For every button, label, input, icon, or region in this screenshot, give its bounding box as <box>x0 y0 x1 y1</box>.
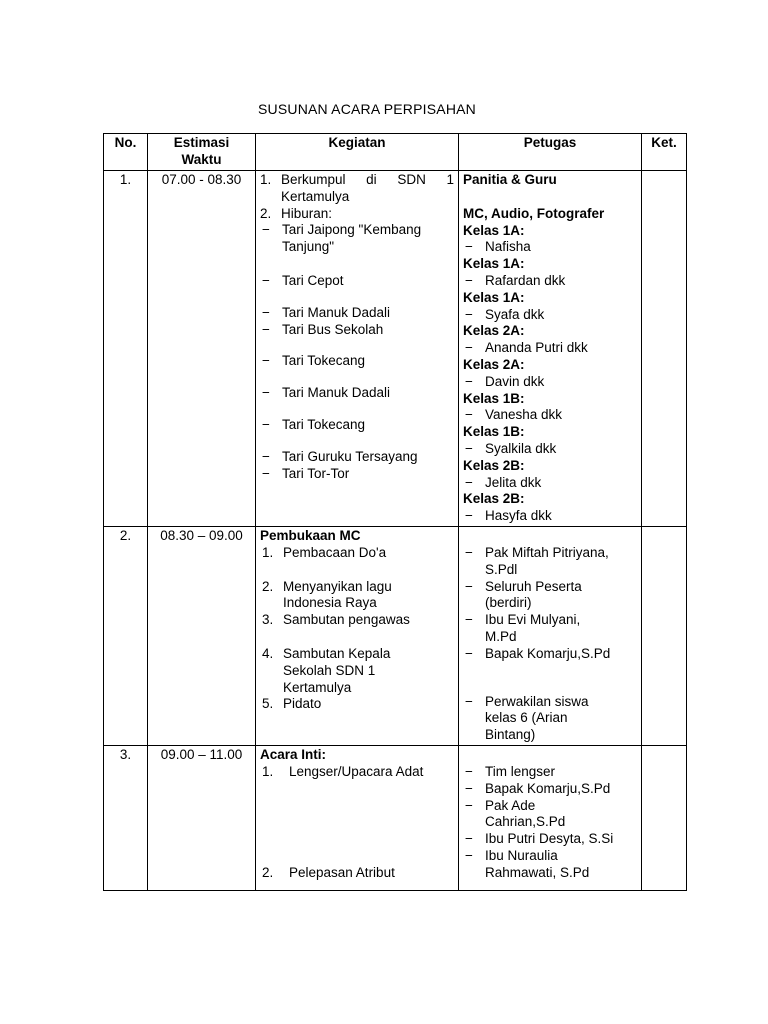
list-item: 1. Lengser/Upacara Adat <box>262 763 424 779</box>
list-item-cont: kelas 6 (Arian <box>485 710 568 726</box>
petugas-heading: MC, Audio, Fotografer <box>463 205 605 221</box>
petugas-heading: Panitia & Guru <box>463 172 557 187</box>
list-item-cont: Tanjung" <box>282 239 335 255</box>
kelas-label: Kelas 1A: <box>463 222 525 238</box>
list-item-cont: S.Pdl <box>485 561 518 577</box>
list-item: − Tari Jaipong "Kembang <box>262 222 422 238</box>
list-item: − Davin dkk <box>465 373 545 389</box>
header-waktu: Estimasi Waktu <box>148 134 256 171</box>
list-item: − Ibu Evi Mulyani, <box>465 612 581 628</box>
list-item: − Tari Bus Sekolah <box>262 321 384 337</box>
kelas-label: Kelas 1A: <box>463 256 525 272</box>
row-number: 1. <box>104 171 148 527</box>
list-item: 4. Sambutan Kepala <box>262 645 391 661</box>
kegiatan-cell <box>256 745 459 890</box>
list-item: − Perwakilan siswa <box>465 693 589 709</box>
list-item-cont: (berdiri) <box>485 595 532 611</box>
kelas-label: Kelas 2A: <box>463 323 525 339</box>
list-item: − Tari Cepot <box>262 272 344 288</box>
list-item: − Ananda Putri dkk <box>465 340 588 356</box>
list-item: − Tari Tokecang <box>262 353 366 369</box>
page-title: SUSUNAN ACARA PERPISAHAN <box>258 101 476 117</box>
list-item: − Hasyfa dkk <box>465 508 552 524</box>
kelas-label: Kelas 2B: <box>463 491 525 507</box>
list-item: − Tari Manuk Dadali <box>262 385 391 401</box>
kelas-label: Kelas 2B: <box>463 457 525 473</box>
list-item: 3. Sambutan pengawas <box>262 612 410 628</box>
ket-cell <box>642 171 687 527</box>
kegiatan-cell <box>256 526 459 745</box>
list-item: − Rafardan dkk <box>465 272 566 288</box>
header-no: No. <box>104 134 148 171</box>
petugas-cell <box>459 745 642 890</box>
list-item: − Jelita dkk <box>465 474 542 490</box>
list-item-cont: Rahmawati, S.Pd <box>485 864 590 880</box>
list-item: − Ibu Putri Desyta, S.Si <box>465 831 614 847</box>
header-kegiatan: Kegiatan <box>256 134 459 171</box>
list-item: 5. Pidato <box>262 696 322 712</box>
list-item: − Vanesha dkk <box>465 407 563 423</box>
kegiatan-cell <box>256 171 459 527</box>
list-item: − Tari Tor-Tor <box>262 465 350 481</box>
list-item: − Ibu Nuraulia <box>465 847 558 863</box>
list-item-cont: Sekolah SDN 1 <box>283 662 376 678</box>
list-item: 1. Pembacaan Do'a <box>262 544 387 560</box>
table-header-row <box>104 134 687 171</box>
list-item: 1. Berkumpul di SDN 1 <box>260 172 454 187</box>
petugas-cell <box>459 526 642 745</box>
row-number: 3. <box>104 745 148 890</box>
table-row <box>104 526 687 745</box>
ket-cell <box>642 526 687 745</box>
list-item: − Tari Manuk Dadali <box>262 304 391 320</box>
ket-cell <box>642 745 687 890</box>
schedule-table <box>103 133 687 891</box>
list-item-cont: Bintang) <box>485 727 536 743</box>
section-heading: Pembukaan MC <box>260 527 361 543</box>
list-item: − Tari Guruku Tersayang <box>262 448 418 464</box>
row-time: 07.00 - 08.30 <box>148 171 256 527</box>
list-item: − Bapak Komarju,S.Pd <box>465 780 611 796</box>
list-item: − Tim lengser <box>465 763 556 779</box>
section-heading: Acara Inti: <box>260 746 327 762</box>
header-petugas: Petugas <box>459 134 642 171</box>
list-item-cont: Indonesia Raya <box>283 595 377 611</box>
list-item-cont: Kertamulya <box>281 188 350 204</box>
petugas-cell <box>459 171 642 527</box>
header-ket: Ket. <box>642 134 687 171</box>
row-time: 08.30 – 09.00 <box>148 526 256 745</box>
kelas-label: Kelas 1B: <box>463 390 525 406</box>
list-item-cont: Kertamulya <box>283 679 352 695</box>
list-item: 2. Hiburan: <box>260 205 333 221</box>
row-time: 09.00 – 11.00 <box>148 745 256 890</box>
kelas-label: Kelas 2A: <box>463 356 525 372</box>
list-item: − Seluruh Peserta <box>465 578 582 594</box>
list-item: − Pak Miftah Pitriyana, <box>465 544 609 560</box>
list-item-cont: Cahrian,S.Pd <box>485 814 566 830</box>
list-item: − Tari Tokecang <box>262 416 366 432</box>
list-item-cont: M.Pd <box>485 628 517 644</box>
row-number: 2. <box>104 526 148 745</box>
list-item: − Syafa dkk <box>465 306 545 322</box>
kelas-label: Kelas 1B: <box>463 424 525 440</box>
list-item: 2. Pelepasan Atribut <box>262 864 395 880</box>
table-row <box>104 171 687 527</box>
kelas-label: Kelas 1A: <box>463 289 525 305</box>
list-item: − Nafisha <box>465 239 531 255</box>
list-item: 2. Menyanyikan lagu <box>262 578 392 594</box>
list-item: − Bapak Komarju,S.Pd <box>465 645 611 661</box>
list-item: − Syalkila dkk <box>465 440 557 456</box>
list-item: − Pak Ade <box>465 797 536 813</box>
table-row <box>104 745 687 890</box>
